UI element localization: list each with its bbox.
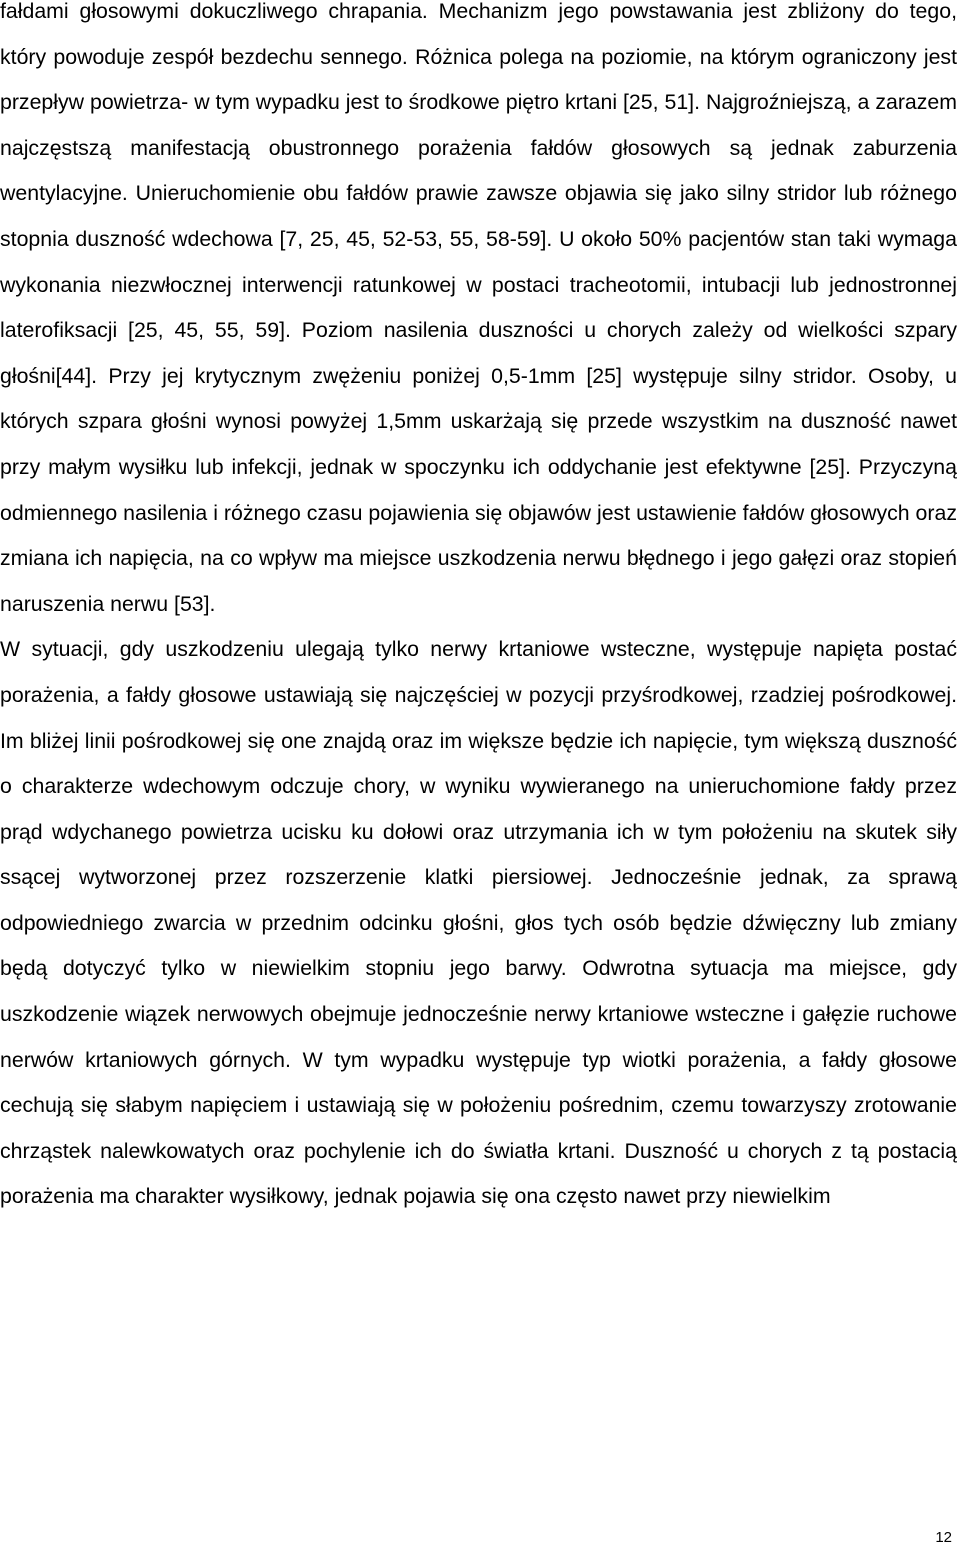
paragraph-2: W sytuacji, gdy uszkodzeniu ulegają tylko nerwy krtaniowe wsteczne, występuje napięta postać porażenia, a fałdy głosowe ustawiają się najczęściej w pozycji przyśrodkowej, rzadziej pośrodkowej. Im bliżej linii pośrodkowej się one znajdą oraz im większe będzie ich napięcie, tym większą duszność o charakterze wdechowym odczuje chory, w wyniku wywieranego na unieruchomione fałdy przez prąd wdychanego powietrza ucisku ku dołowi oraz utrzymania ich w tym położeniu na skutek siły ssącej wytworzonej przez rozszerzenie klatki piersiowej. Jednocześnie jednak, za sprawą odpowiedniego zwarcia w przednim odcinku głośni, głos tych osób będzie dźwięczny lub zmiany będą dotyczyć tylko w niewielkim stopniu jego barwy. Odwrotna sytuacja ma miejsce, gdy uszkodzenie wiązek nerwowych obejmuje jednocześnie nerwy krtaniowe wsteczne i gałęzie ruchowe nerwów krtaniowych górnych. W tym wypadku występuje typ wiotki porażenia, a fałdy głosowe cechują się słabym napięciem i ustawiają się w położeniu pośrednim, czemu towarzyszy zrotowanie chrząstek nalewkowatych oraz pochylenie ich do światła krtani. Duszność u chorych z tą postacią porażenia ma charakter wysiłkowy, jednak pojawia się ona często nawet przy niewielkim: [0, 637, 957, 1209]
page-number: 12: [935, 1529, 952, 1546]
paragraph-1: fałdami głosowymi dokuczliwego chrapania. Mechanizm jego powstawania jest zbliżony do tego, który powoduje zespół bezdechu sennego. Różnica polega na poziomie, na którym ograniczony jest przepływ powietrza- w tym wypadku jest to środkowe piętro krtani [25, 51]. Najgroźniejszą, a zarazem najczęstszą manifestacją obustronnego porażenia fałdów głosowych są jednak zaburzenia wentylacyjne. Unieruchomienie obu fałdów prawie zawsze objawia się jako silny stridor lub różnego stopnia duszność wdechowa [7, 25, 45, 52-53, 55, 58-59]. U około 50% pacjentów stan taki wymaga wykonania niezwłocznej interwencji ratunkowej w postaci tracheotomii, intubacji lub jednostronnej laterofiksacji [25, 45, 55, 59]. Poziom nasilenia duszności u chorych zależy od wielkości szpary głośni[44]. Przy jej krytycznym zwężeniu poniżej 0,5-1mm [25] występuje silny stridor. Osoby, u których szpara głośni wynosi powyżej 1,5mm uskarżają się przede wszystkim na duszność nawet przy małym wysiłku lub infekcji, jednak w spoczynku ich oddychanie jest efektywne [25]. Przyczyną odmiennego nasilenia i różnego czasu pojawienia się objawów jest ustawienie fałdów głosowych oraz zmiana ich napięcia, na co wpływ ma miejsce uszkodzenia nerwu błędnego i jego gałęzi oraz stopień naruszenia nerwu [53].: [0, 0, 957, 616]
